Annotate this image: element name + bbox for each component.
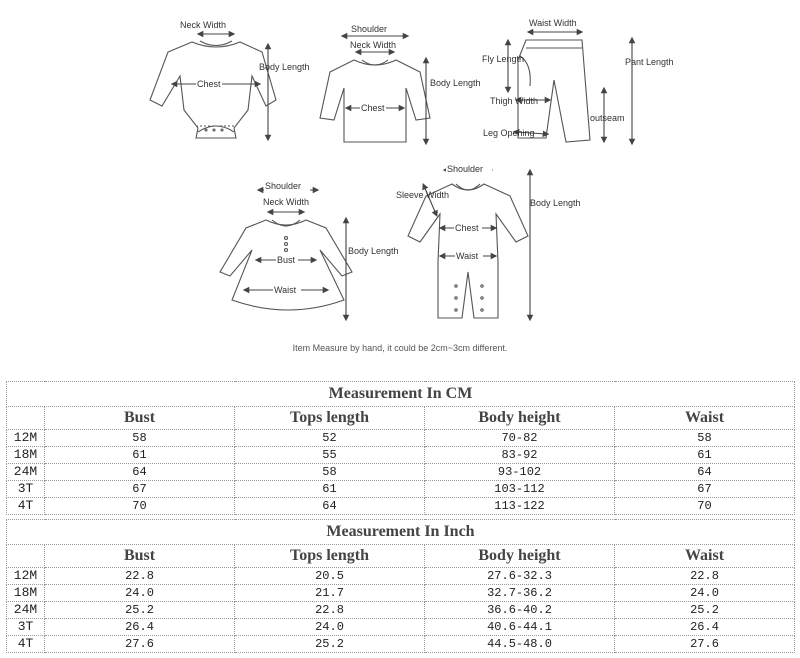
bust-cell: 64 [45, 464, 235, 481]
table-title: Measurement In CM [7, 382, 795, 407]
label-sleeve-width: Sleeve Width [396, 190, 450, 200]
header-tops-length: Tops length [235, 407, 425, 430]
measure-note: Item Measure by hand, it could be 2cm~3cm different. [292, 343, 508, 353]
pants-diagram [508, 32, 632, 142]
label-chest-top: Chest [361, 103, 385, 113]
label-neck-width: Neck Width [180, 20, 227, 30]
table-row [7, 481, 795, 498]
body-height-cell: 40.6-44.1 [425, 619, 615, 636]
size-cell: 18M [7, 585, 45, 602]
size-cell: 24M [7, 464, 45, 481]
table-row [7, 430, 795, 447]
body-height-cell: 83-92 [425, 447, 615, 464]
waist-cell: 22.8 [615, 568, 795, 585]
waist-cell: 61 [615, 447, 795, 464]
body-height-cell: 27.6-32.3 [425, 568, 615, 585]
label-body-length-top: Body Length [430, 78, 481, 88]
waist-cell: 70 [615, 498, 795, 515]
label-waist-romper: Waist [456, 251, 479, 261]
table-row [7, 585, 795, 602]
header-size [7, 545, 45, 568]
label-waist-width: Waist Width [529, 18, 577, 28]
label-neck-width-top: Neck Width [350, 40, 397, 50]
size-cell: 12M [7, 430, 45, 447]
table-row [7, 568, 795, 585]
table-row [7, 447, 795, 464]
body-height-cell: 103-112 [425, 481, 615, 498]
label-shoulder: Shoulder [351, 24, 388, 34]
bust-cell: 70 [45, 498, 235, 515]
waist-cell: 27.6 [615, 636, 795, 653]
waist-cell: 25.2 [615, 602, 795, 619]
waist-cell: 64 [615, 464, 795, 481]
header-waist: Waist [615, 407, 795, 430]
header-body-height: Body height [425, 407, 615, 430]
label-pant-length: Pant Length [625, 57, 674, 67]
top-diagram [320, 36, 430, 142]
tops-length-cell: 52 [235, 430, 425, 447]
label-thigh-width: Thigh Width [490, 96, 539, 106]
tops-length-cell: 21.7 [235, 585, 425, 602]
header-bust: Bust [45, 545, 235, 568]
body-height-cell: 70-82 [425, 430, 615, 447]
size-cell: 4T [7, 636, 45, 653]
bust-cell: 26.4 [45, 619, 235, 636]
size-cell: 18M [7, 447, 45, 464]
size-cell: 4T [7, 498, 45, 515]
bust-cell: 27.6 [45, 636, 235, 653]
label-outseam: outseam [590, 113, 625, 123]
table-row [7, 636, 795, 653]
header-waist: Waist [615, 545, 795, 568]
tops-length-cell: 55 [235, 447, 425, 464]
label-bust: Bust [277, 255, 296, 265]
table-row [7, 464, 795, 481]
bust-cell: 22.8 [45, 568, 235, 585]
tops-length-cell: 61 [235, 481, 425, 498]
body-height-cell: 44.5-48.0 [425, 636, 615, 653]
body-height-cell: 32.7-36.2 [425, 585, 615, 602]
tops-length-cell: 25.2 [235, 636, 425, 653]
bust-cell: 58 [45, 430, 235, 447]
waist-cell: 24.0 [615, 585, 795, 602]
waist-cell: 58 [615, 430, 795, 447]
label-body-length-dress: Body Length [348, 246, 399, 256]
dress-diagram [220, 190, 352, 318]
size-cell: 12M [7, 568, 45, 585]
measurement-table-inch [6, 519, 795, 653]
tops-length-cell: 20.5 [235, 568, 425, 585]
measurement-table-cm [6, 381, 795, 515]
table-title: Measurement In Inch [7, 520, 795, 545]
label-chest: Chest [197, 79, 221, 89]
header-size [7, 407, 45, 430]
header-tops-length: Tops length [235, 545, 425, 568]
bust-cell: 67 [45, 481, 235, 498]
bust-cell: 25.2 [45, 602, 235, 619]
tops-length-cell: 22.8 [235, 602, 425, 619]
label-shoulder-romper: Shoulder [447, 164, 484, 174]
label-leg-opening: Leg Opening [483, 128, 535, 138]
tops-length-cell: 24.0 [235, 619, 425, 636]
table-row [7, 619, 795, 636]
label-chest-romper: Chest [455, 223, 479, 233]
label-waist-dress: Waist [274, 285, 297, 295]
size-cell: 3T [7, 619, 45, 636]
body-height-cell: 36.6-40.2 [425, 602, 615, 619]
tops-length-cell: 58 [235, 464, 425, 481]
body-height-cell: 113-122 [425, 498, 615, 515]
table-row [7, 602, 795, 619]
tops-length-cell: 64 [235, 498, 425, 515]
label-body-length-romper: Body Length [530, 198, 581, 208]
bust-cell: 61 [45, 447, 235, 464]
header-bust: Bust [45, 407, 235, 430]
bust-cell: 24.0 [45, 585, 235, 602]
waist-cell: 26.4 [615, 619, 795, 636]
waist-cell: 67 [615, 481, 795, 498]
header-body-height: Body height [425, 545, 615, 568]
size-cell: 24M [7, 602, 45, 619]
label-body-length: Body Length [259, 62, 310, 72]
label-neck-width-dress: Neck Width [263, 197, 310, 207]
body-height-cell: 93-102 [425, 464, 615, 481]
label-shoulder-dress: Shoulder [265, 181, 302, 191]
label-fly-length: Fly Length [482, 54, 525, 64]
table-row [7, 498, 795, 515]
size-cell: 3T [7, 481, 45, 498]
